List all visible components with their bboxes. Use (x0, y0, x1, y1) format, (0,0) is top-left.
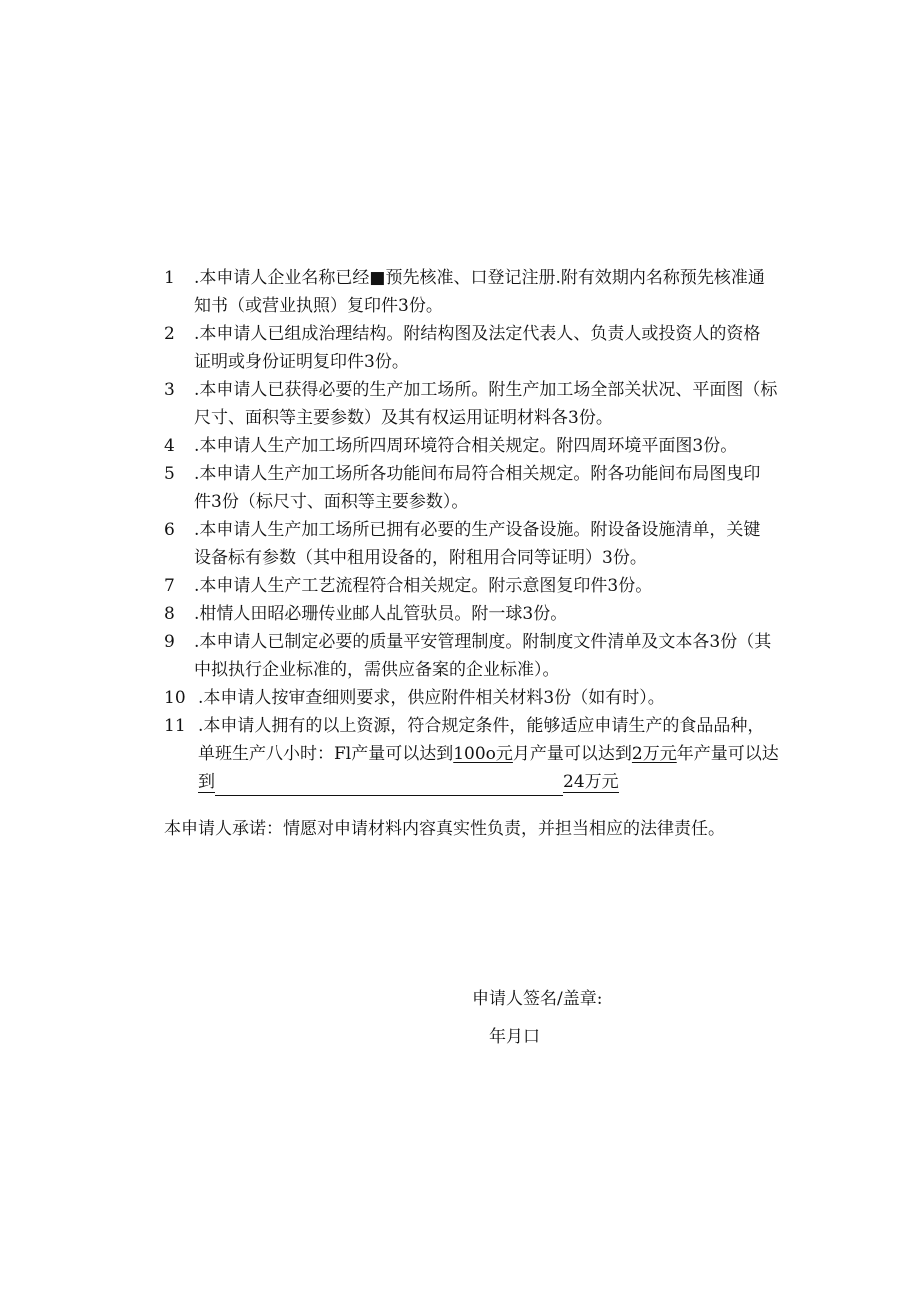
item-text-line: .本申请人已制定必要的质量平安管理制度。附制度文件清单及文本各3份（其 (194, 632, 772, 652)
capacity-prefix: 单班生产八小时：Fl产量可以达到 (198, 744, 454, 764)
capacity-middle: 月产量可以达到 (512, 744, 632, 764)
item-text-line: .本申请人按审查细则要求，供应附件相关材料3份（如有时）。 (198, 688, 665, 708)
applicant-promise: 本申请人承诺：情愿对申请材料内容真实性负责，并担当相应的法律责任。 (164, 819, 725, 839)
list-item (164, 628, 814, 684)
item-text-line: 件3份（标尺寸、面积等主要参数）。 (194, 492, 469, 512)
item-text-line: 尺寸、面积等主要参数）及其有权运用证明材料各3份。 (194, 408, 613, 428)
item-number: 10 (164, 688, 186, 708)
annual-output-value: 24万元 (563, 772, 619, 792)
item-number: 5 (164, 464, 175, 484)
daily-output-value: 100o元 (453, 744, 513, 764)
item-text-line: 知书（或营业执照）复印件3份。 (194, 296, 443, 316)
item-number: 8 (164, 604, 175, 624)
item-number: 9 (164, 632, 175, 652)
item-text-line: 中拟执行企业标准的，需供应备案的企业标准）。 (194, 660, 560, 680)
item-number: 7 (164, 576, 175, 596)
item-text-line: .本申请人生产工艺流程符合相关规定。附示意图复印件3份。 (194, 576, 653, 596)
item-text-line: .本申请人生产加工场所各功能间布局符合相关规定。附各功能间布局图曳印 (194, 464, 761, 484)
item-number: 3 (164, 380, 175, 400)
list-item (164, 684, 814, 712)
application-item-list (164, 264, 814, 796)
item-text-line: 设备标有参数（其中租用设备的，附租用合同等证明）3份。 (194, 548, 647, 568)
item-text-line: .本申请人已获得必要的生产加工场所。附生产加工场全部关状况、平面图（标 (194, 380, 778, 400)
list-item (164, 320, 814, 376)
monthly-output-value: 2万元 (631, 744, 677, 764)
list-item (164, 516, 814, 572)
list-item (164, 460, 814, 516)
list-item (164, 264, 814, 320)
item-text-line: .本申请人拥有的以上资源，符合规定条件，能够适应申请生产的食品品种， (198, 716, 765, 736)
list-item (164, 432, 814, 460)
annual-output-line (198, 768, 814, 796)
capacity-suffix: 年产量可以达 (676, 744, 779, 764)
item-number: 11 (164, 716, 186, 736)
list-item (164, 572, 814, 600)
item-text-line: .本申请人企业名称已经■预先核准、口登记注册.附有效期内名称预先核准通 (194, 268, 765, 288)
item-text-line: .柑情人田昭必珊传业邮人乩管驮员。附一球3份。 (194, 604, 568, 624)
item-number: 2 (164, 324, 175, 344)
date-label: 年月口 (489, 1027, 540, 1047)
signature-label: 申请人签名/盖章: (472, 989, 603, 1009)
item-text-line: 证明或身份证明复印件3份。 (194, 352, 409, 372)
item-number: 4 (164, 436, 175, 456)
capacity-line (198, 740, 814, 768)
item-text-line: .本申请人生产加工场所已拥有必要的生产设备设施。附设备设施清单，关键 (194, 520, 761, 540)
item-number: 6 (164, 520, 175, 540)
annual-output-prefix: 到 (198, 772, 215, 792)
item-number: 1 (164, 268, 175, 288)
list-item (164, 376, 814, 432)
annual-output-blank (215, 773, 563, 796)
item-text-line: .本申请人生产加工场所四周环境符合相关规定。附四周环境平面图3份。 (194, 436, 738, 456)
item-text-line: .本申请人已组成治理结构。附结构图及法定代表人、负责人或投资人的资格 (194, 324, 761, 344)
list-item-production-capacity (164, 712, 814, 796)
list-item (164, 600, 814, 628)
